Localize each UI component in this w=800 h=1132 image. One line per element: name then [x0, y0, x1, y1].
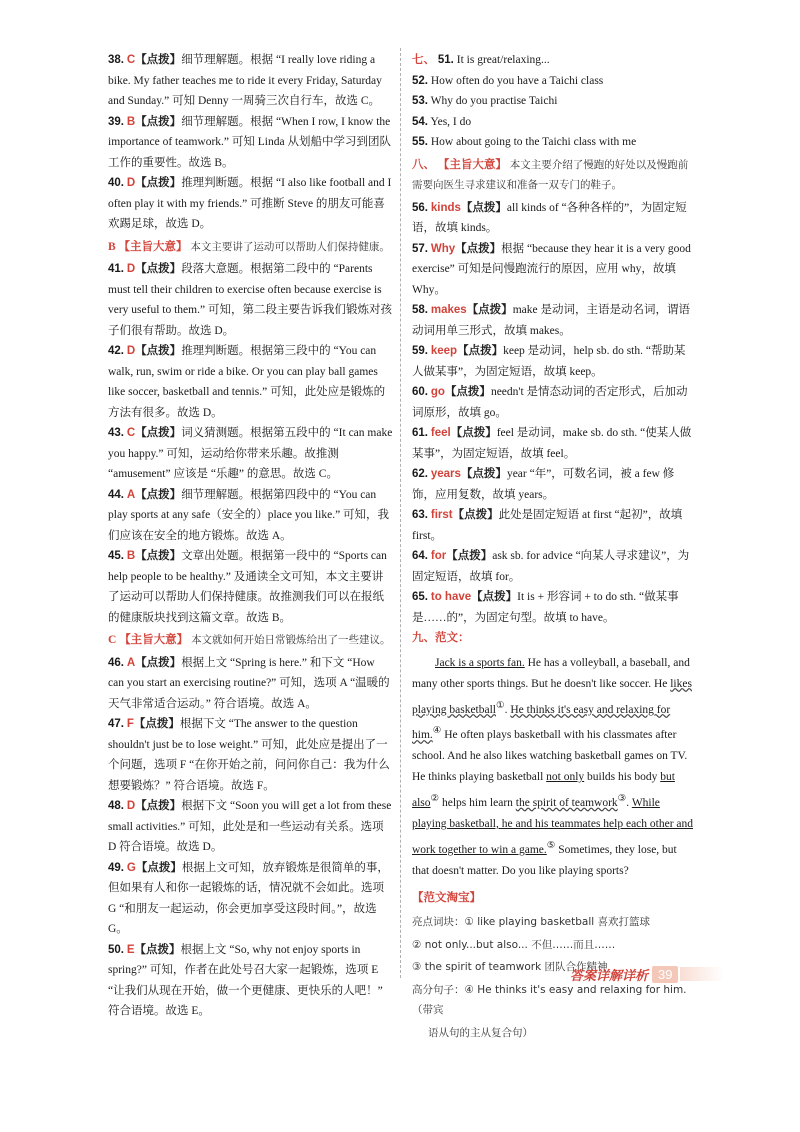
hint-tag: 【点拨】	[135, 861, 182, 874]
explanation-text: 词义猜测题。根据第五段中的 “It can make you happy.” 可知，运动给你带来乐趣。故推测 “amusement” 应该是 “乐趣” 的意思。故选 C。	[108, 427, 393, 480]
explanation-text: all kinds of “各种各样的”，为固定短语，故填 kinds。	[412, 201, 687, 234]
hint-tag: 【点拨】	[446, 550, 493, 562]
explanation-text: ask sb. for advice “向某人寻求建议”，为固定短语，故填 for。	[412, 550, 690, 583]
essay-highlights-title: 【范文淘宝】	[412, 891, 481, 904]
item-number: 63.	[412, 509, 428, 521]
item-number: 44.	[108, 488, 124, 501]
page-footer	[570, 964, 724, 984]
hint-tag: 【点拨】	[450, 427, 497, 439]
answer-item	[108, 485, 393, 547]
answer-item	[412, 112, 694, 133]
answer-text: It is great/relaxing...	[456, 54, 550, 66]
answer-item	[108, 653, 393, 715]
item-number: 52.	[412, 74, 428, 87]
answer-key: D	[126, 800, 136, 812]
answer-key: feel	[430, 427, 451, 439]
item-number: 58.	[412, 304, 428, 316]
explanation-text: 根据下文 “Soon you will get a lot from these small activities.” 可知，此处是和一些运动有关系。选项 D 符合语境。故选 D。	[108, 800, 392, 853]
highlight-line-4: 高分句子：④ He thinks it's easy and relaxing for him.（带宾	[412, 983, 687, 1017]
hint-tag: 【点拨】	[135, 345, 182, 357]
answer-key: D	[126, 345, 136, 357]
item-number: 47.	[108, 718, 124, 730]
answer-item	[412, 382, 694, 423]
answer-key: E	[126, 943, 135, 956]
explanation-text: 文章出处题。根据第一段中的 “Sports can help people to be healthy.” 及通读全文可知，本文主要讲了运动可以帮助人们保持健康。故推测我们可以在报纸的健康版块找到这篇文章。故选 B。	[108, 550, 387, 624]
answer-item	[108, 940, 393, 1022]
answer-key: years	[430, 468, 461, 480]
answer-item	[412, 71, 694, 92]
answer-key: D	[126, 177, 136, 189]
item-number: 55.	[412, 136, 428, 148]
answer-item	[412, 341, 694, 382]
answer-key: B	[126, 115, 136, 128]
highlight-line-1: 亮点词块：① like playing basketball 喜欢打篮球	[412, 916, 651, 929]
footer-decoration	[680, 967, 724, 981]
item-number: 57.	[412, 242, 428, 255]
explanation-text: 根据 “because they hear it is a very good exercise” 可知是问慢跑流行的原因，应用 why，故填 Why。	[412, 242, 691, 296]
hint-tag: 【点拨】	[135, 656, 182, 669]
item-number: 43.	[108, 427, 124, 439]
answer-item	[108, 423, 393, 485]
answer-key: C	[126, 427, 136, 439]
answer-item	[108, 173, 393, 235]
hint-tag: 【点拨】	[135, 488, 182, 501]
answer-key: kinds	[430, 201, 461, 214]
hint-tag: 【点拨】	[444, 386, 491, 398]
answer-key: F	[126, 718, 134, 730]
answer-key: Why	[430, 242, 456, 255]
highlight-line-5: 语从句的主从复合句）	[428, 1026, 533, 1039]
answer-item	[412, 132, 694, 153]
hint-tag: 【点拨】	[455, 242, 502, 255]
hint-tag: 【点拨】	[460, 201, 507, 214]
answer-key: first	[430, 509, 453, 521]
answer-key: go	[430, 386, 445, 398]
answer-item	[108, 341, 393, 423]
item-number: 49.	[108, 861, 124, 874]
hint-tag: 【点拨】	[452, 509, 499, 521]
item-number: 48.	[108, 800, 124, 812]
hint-tag: 【点拨】	[135, 115, 182, 128]
item-number: 56.	[412, 201, 428, 214]
answer-item	[108, 259, 393, 341]
explanation-text: 根据上文 “Spring is here.” 和下文 “How can you start an exercising routine?” 可知，选项 A “温暖的天气非常适合运动。” 符合语境。故选 A。	[108, 656, 390, 710]
answer-item	[412, 198, 694, 239]
explanation-text: 推理判断题。根据第三段中的 “You can walk, run, swim or ride a bike. Or you can play ball games like soccer, basketball and tennis.” 可知，此处应是锻炼的方法有很多。故选 D。	[108, 345, 386, 419]
hint-tag: 【点拨】	[135, 177, 182, 189]
answer-text: How about going to the Taichi class with me	[430, 136, 637, 148]
hint-tag: 【点拨】	[471, 591, 518, 603]
column-divider	[400, 48, 401, 978]
hint-tag: 【点拨】	[460, 468, 507, 480]
hint-tag: 【点拨】	[466, 304, 513, 316]
item-number: 40.	[108, 177, 124, 189]
highlight-line-2: ② not only...but also... 不但……而且……	[412, 938, 616, 951]
hint-tag: 【点拨】	[135, 800, 182, 812]
item-number: 51.	[437, 54, 454, 66]
item-number: 62.	[412, 468, 428, 480]
item-number: 65.	[412, 591, 428, 603]
section-seven: 七、 51. It is great/relaxing...	[412, 54, 550, 66]
answer-item	[108, 858, 393, 940]
item-number: 39.	[108, 115, 124, 128]
footer-label: 答案详解详析	[570, 967, 649, 983]
left-column	[108, 50, 393, 1022]
explanation-text: 根据上文可知，放弃锻炼是很简单的事，但如果有人和你一起锻炼的话，情况就不会如此。选项 G “和朋友一起运动，你会更加享受这段时间。”，故选 G。	[108, 861, 389, 935]
answer-item	[412, 423, 694, 464]
item-number: 50.	[108, 943, 124, 956]
explanation-text: 此处是固定短语 at first “起初”，故填 first。	[412, 509, 683, 542]
item-number: 41.	[108, 263, 124, 275]
explanation-text: 细节理解题。根据 “When I row, I know the importance of teamwork.” 可知 Linda 从划船中学习到团队工作的重要性。故选 B。	[108, 115, 391, 169]
explanation-text: 细节理解题。根据第四段中的 “You can play sports at any safe（安全的）place you like.” 可知，我们应该在安全的地方锻炼。故选 A。	[108, 488, 390, 542]
explanation-text: It is + 形容词 + to do sth. “做某事是……的”，为固定句型。故填 to have。	[412, 591, 679, 624]
item-number: 60.	[412, 386, 428, 398]
answer-item	[412, 300, 694, 341]
answer-key: D	[126, 263, 136, 275]
answer-item	[412, 91, 694, 112]
answer-key: to have	[430, 591, 472, 603]
answer-key: makes	[430, 304, 467, 316]
answer-key: C	[126, 54, 136, 66]
hint-tag: 【点拨】	[135, 427, 182, 439]
explanation-text: needn't 是情态动词的否定形式，后加动词原形，故填 go。	[412, 386, 688, 419]
answer-text: How often do you have a Taichi class	[430, 74, 604, 87]
explanation-text: 段落大意题。根据第二段中的 “Parents must tell their children to exercise often because exercise is very useful to them.” 可知，第二段主要告诉我们锻炼对孩子们很有帮助。故选 D。	[108, 263, 392, 337]
theme-b: B 【主旨大意】 本文主要讲了运动可以帮助人们保持健康。	[108, 240, 390, 253]
answer-key: G	[126, 861, 136, 874]
item-number: 42.	[108, 345, 124, 357]
answer-item	[108, 112, 393, 174]
answer-text: Yes, I do	[430, 115, 472, 128]
right-column	[412, 50, 694, 1045]
item-number: 59.	[412, 345, 428, 357]
hint-tag: 【点拨】	[134, 943, 181, 956]
answer-key: keep	[430, 345, 458, 357]
answer-item	[108, 796, 393, 858]
theme-c: C 【主旨大意】 本文就如何开始日常锻炼给出了一些建议。	[108, 634, 391, 646]
answer-key: B	[126, 550, 136, 562]
item-number: 38.	[108, 54, 124, 66]
explanation-text: 根据下文 “The answer to the question shouldn't just be to lose weight.” 可知，此处应是提出了一个问题，选项 F “在你开始之前，问问你自己：我为什么想要锻炼？” 符合语境。故选 F。	[108, 718, 390, 792]
explanation-text: 细节理解题。根据 “I really love riding a bike. My father teaches me to ride it every Friday, Saturday and Sunday.” 可知 Denny 一周骑三次自行车，故选 C。	[108, 54, 382, 107]
explanation-text: 根据上文 “So, why not enjoy sports in spring?” 可知，作者在此处号召大家一起锻炼，选项 E “让我们从现在开始，做一个更健康、更快乐的人吧！” 符合语境。故选 E。	[108, 943, 383, 1017]
answer-item	[412, 464, 694, 505]
answer-key: A	[126, 488, 136, 501]
section-nine-heading: 九、范文：	[412, 632, 470, 644]
answer-item	[108, 50, 393, 112]
explanation-text: 推理判断题。根据 “I also like football and I often play it with my friends.” 可推断 Steve 的朋友可能喜欢踢足球，故选 D。	[108, 177, 392, 230]
answer-text: Why do you practise Taichi	[430, 95, 558, 107]
item-number: 46.	[108, 656, 124, 669]
answer-item	[412, 505, 694, 546]
hint-tag: 【点拨】	[135, 263, 182, 275]
answer-item	[412, 587, 694, 628]
explanation-text: year “年”，可数名词，被 a few 修饰，应用复数，故填 years。	[412, 468, 675, 501]
page-number: 39	[652, 966, 678, 983]
answer-item	[412, 546, 694, 587]
section-eight-theme: 八、 【主旨大意】 本文主要介绍了慢跑的好处以及慢跑前需要向医生寻求建议和准备一双专门的鞋子。	[412, 158, 689, 191]
answer-item	[108, 546, 393, 628]
answer-key: A	[126, 656, 136, 669]
answer-item	[108, 714, 393, 796]
item-number: 64.	[412, 550, 428, 562]
hint-tag: 【点拨】	[457, 345, 504, 357]
answer-item	[412, 239, 694, 301]
hint-tag: 【点拨】	[135, 54, 182, 66]
explanation-text: make 是动词，主语是动名词，谓语动词用单三形式，故填 makes。	[412, 304, 690, 337]
explanation-text: keep 是动词，help sb. do sth. “帮助某人做某事”，为固定短语，故填 keep。	[412, 345, 686, 378]
model-essay: Jack is a sports fan. He has a volleyball, a baseball, and many other sports things. But he doesn't like soccer. He likes playing basketball①. He thinks it's easy and relaxing for him.④ He often plays basketball with his classmates after school. And he also likes watching basketball games on TV. He thinks playing basketball not only builds his body but also② helps him learn the spirit of teamwork③. While playing basketball, he and his teammates help each other and work together to win a game.⑤ Sometimes, they lose, but that doesn't matter. Do you like playing sports?	[412, 656, 694, 877]
hint-tag: 【点拨】	[133, 718, 180, 730]
item-number: 45.	[108, 550, 124, 562]
item-number: 54.	[412, 115, 428, 128]
explanation-text: feel 是动词，make sb. do sth. “使某人做某事”，为固定短语，故填 feel。	[412, 427, 692, 460]
item-number: 61.	[412, 427, 428, 439]
hint-tag: 【点拨】	[135, 550, 182, 562]
answer-key: for	[430, 550, 447, 562]
item-number: 53.	[412, 95, 428, 107]
highlight-line-3: ③ the spirit of teamwork 团队合作精神	[412, 961, 608, 974]
